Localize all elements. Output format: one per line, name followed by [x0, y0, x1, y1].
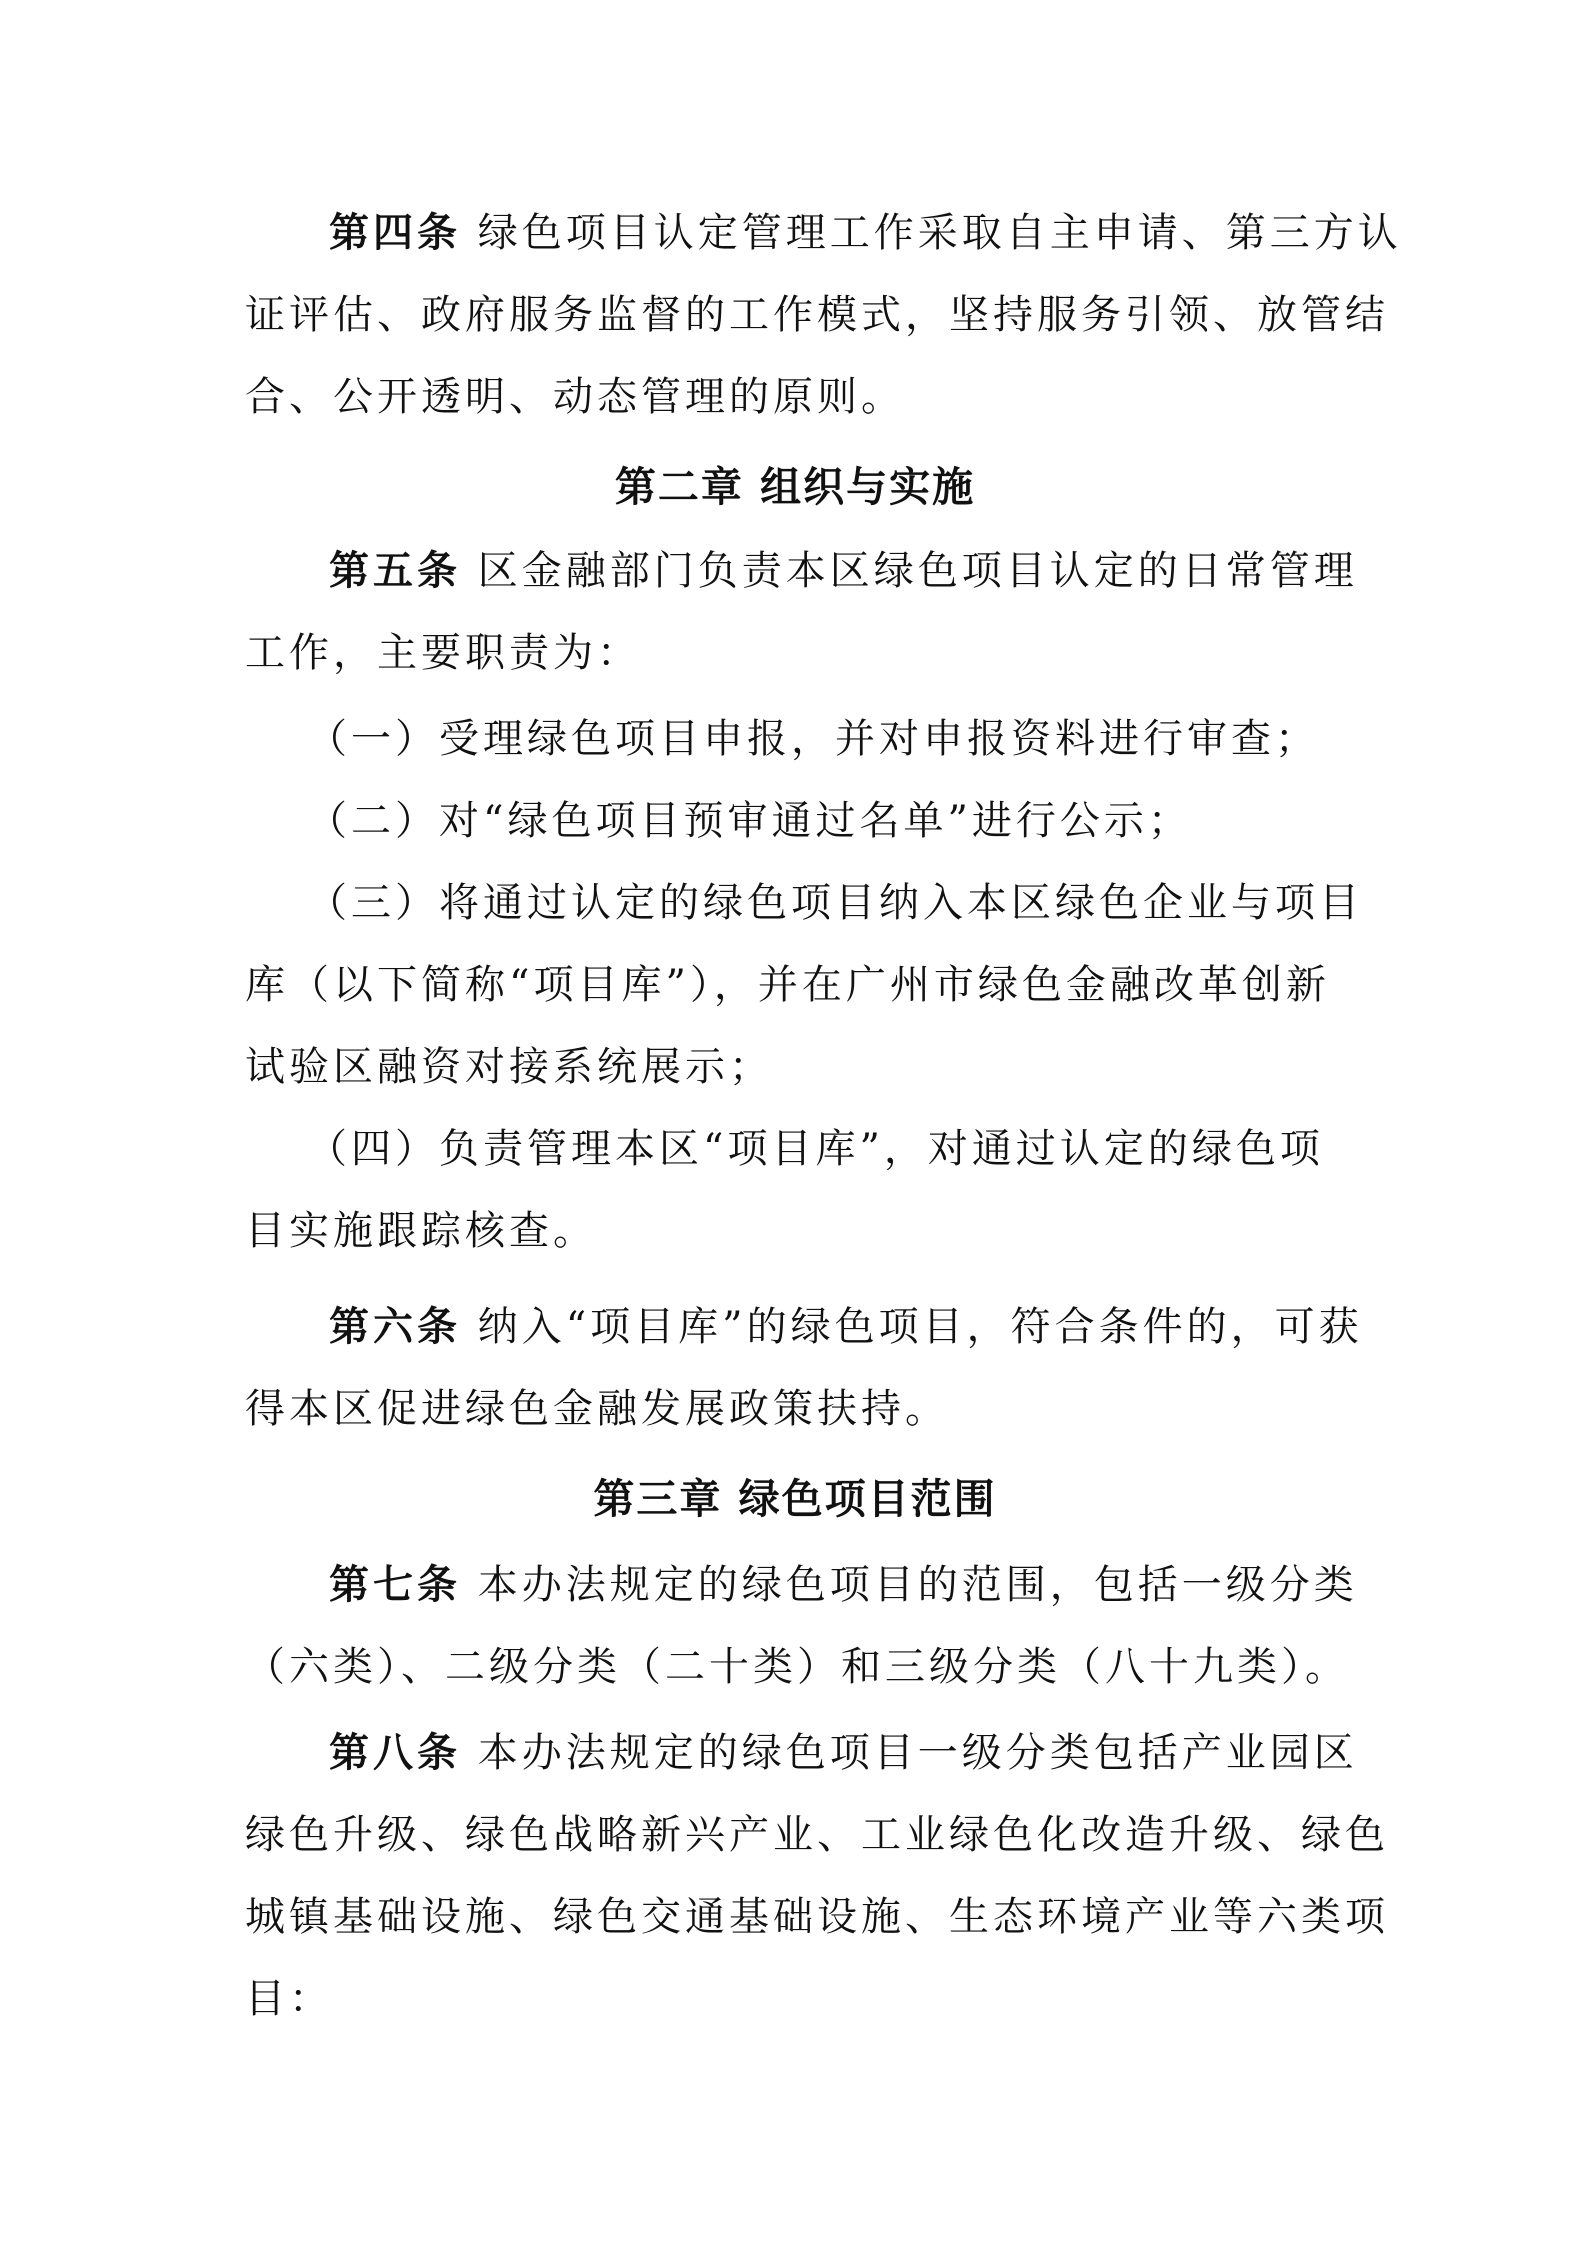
article-8	[245, 1712, 1389, 2040]
article-7-line-2: （六类）、二级分类（二十类）和三级分类（八十九类）。	[245, 1644, 1349, 1690]
article-5	[245, 530, 1358, 694]
article-4-line-2: 证评估、政府服务监督的工作模式，坚持服务引领、放管结	[245, 292, 1389, 338]
article-8-line-1: 第八条 本办法规定的绿色项目一级分类包括产业园区	[329, 1730, 1358, 1776]
article-7-title: 第七条	[329, 1562, 461, 1608]
article-5-item-4-line-2: 目实施跟踪核查。	[245, 1208, 597, 1254]
article-6-title: 第六条	[329, 1304, 461, 1350]
article-4-line-1: 第四条 绿色项目认定管理工作采取自主申请、第三方认	[329, 210, 1402, 256]
article-7	[245, 1544, 1358, 1708]
article-6-line-1: 第六条 纳入“项目库”的绿色项目，符合条件的，可获	[329, 1304, 1363, 1350]
article-5-line-2: 工作，主要职责为：	[245, 630, 641, 676]
article-4	[245, 192, 1402, 438]
article-6	[245, 1286, 1363, 1450]
article-4-line-3: 合、公开透明、动态管理的原则。	[245, 374, 905, 420]
article-5-item-1: （一）受理绿色项目申报，并对申报资料进行审查；	[307, 716, 1319, 762]
article-8-line-3: 城镇基础设施、绿色交通基础设施、生态环境产业等六类项	[245, 1894, 1389, 1940]
article-4-title: 第四条	[329, 210, 461, 256]
article-7-line-1: 第七条 本办法规定的绿色项目的范围，包括一级分类	[329, 1562, 1358, 1608]
article-5-items	[245, 698, 1363, 1272]
chapter-3-heading: 第三章 绿色项目范围	[593, 1475, 997, 1523]
article-5-title: 第五条	[329, 548, 461, 594]
article-5-item-4-line-1: （四）负责管理本区“项目库”，对通过认定的绿色项	[307, 1126, 1324, 1172]
article-5-item-3-line-2: 库（以下简称“项目库”），并在广州市绿色金融改革创新	[245, 962, 1330, 1008]
article-8-line-2: 绿色升级、绿色战略新兴产业、工业绿色化改造升级、绿色	[245, 1812, 1389, 1858]
chapter-2-heading: 第二章 组织与实施	[614, 463, 976, 511]
article-8-line-4: 目：	[245, 1976, 333, 2022]
article-8-title: 第八条	[329, 1730, 461, 1776]
article-6-line-2: 得本区促进绿色金融发展政策扶持。	[245, 1386, 949, 1432]
article-5-item-2: （二）对“绿色项目预审通过名单”进行公示；	[307, 798, 1192, 844]
article-5-item-3-line-3: 试验区融资对接系统展示；	[245, 1044, 773, 1090]
article-5-line-1: 第五条 区金融部门负责本区绿色项目认定的日常管理	[329, 548, 1358, 594]
article-5-item-3-line-1: （三）将通过认定的绿色项目纳入本区绿色企业与项目	[307, 880, 1363, 926]
